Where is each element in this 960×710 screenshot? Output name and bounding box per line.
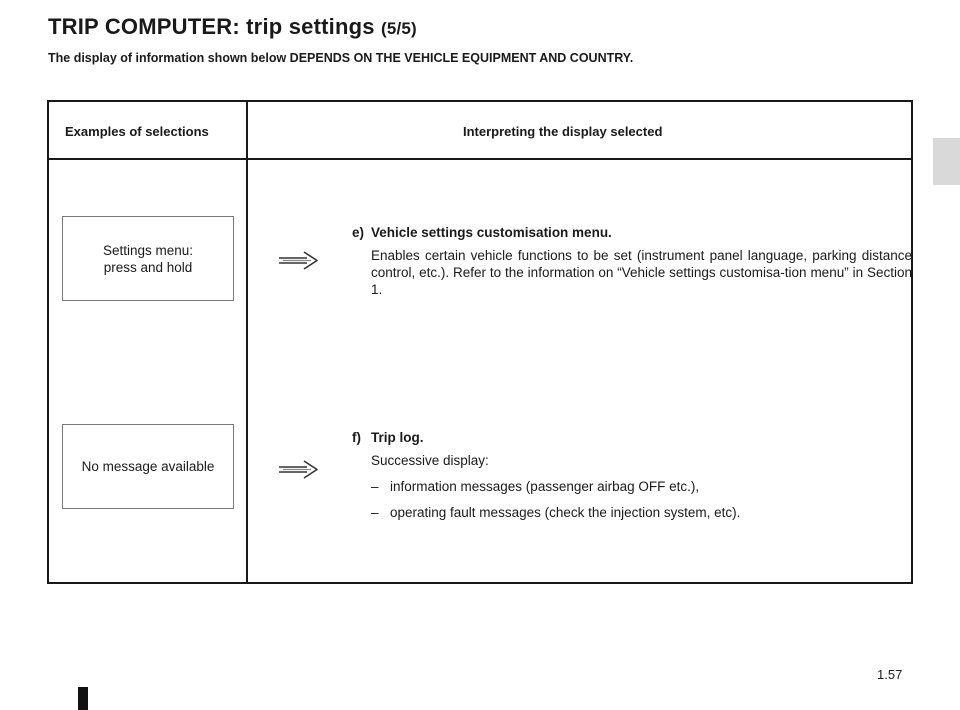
bullet-text: information messages (passenger airbag OFF etc.), [390, 479, 700, 494]
page-number: 1.57 [877, 667, 903, 682]
column-divider [246, 102, 248, 582]
bullet-text: operating fault messages (check the injection system, etc). [390, 505, 741, 520]
bullet-item [371, 478, 912, 495]
corner-mark [78, 687, 88, 710]
selection-box-no-message [62, 424, 234, 509]
title-page-part: (5/5) [380, 19, 417, 38]
item-body-text: Enables certain vehicle functions to be set (instrument panel language, parking distance control, etc.). Refer to the information on “Vehicle settings customisa-tion menu” in Section 1. [371, 248, 912, 297]
double-arrow-icon [277, 250, 321, 272]
title-text: TRIP COMPUTER: trip settings [48, 14, 375, 39]
selection-box-settings-menu [62, 216, 234, 301]
double-arrow-icon [277, 459, 321, 481]
item-intro-text: Successive display: [371, 453, 489, 468]
selection-label: No message available [81, 459, 215, 474]
item-heading: Trip log. [371, 430, 424, 445]
settings-table [47, 100, 913, 584]
bullet-dash: – [371, 479, 379, 494]
item-trip-log [352, 429, 912, 521]
selection-label-line2: press and hold [103, 259, 193, 275]
bullet-item [371, 504, 912, 521]
item-heading: Vehicle settings customisation menu. [371, 225, 612, 240]
column-header-selections: Examples of selections [65, 124, 209, 139]
column-header-interpretation: Interpreting the display selected [463, 124, 663, 139]
section-tab [933, 138, 960, 185]
item-letter: e) [352, 225, 365, 240]
page-subtitle: The display of information shown below DEPENDS ON THE VEHICLE EQUIPMENT AND COUNTRY. [48, 51, 634, 65]
selection-label-line1: Settings menu: [102, 242, 194, 258]
header-divider [49, 158, 911, 160]
page-title [48, 14, 417, 40]
item-vehicle-settings [352, 224, 912, 298]
bullet-dash: – [371, 505, 379, 520]
item-letter: f) [352, 430, 361, 445]
